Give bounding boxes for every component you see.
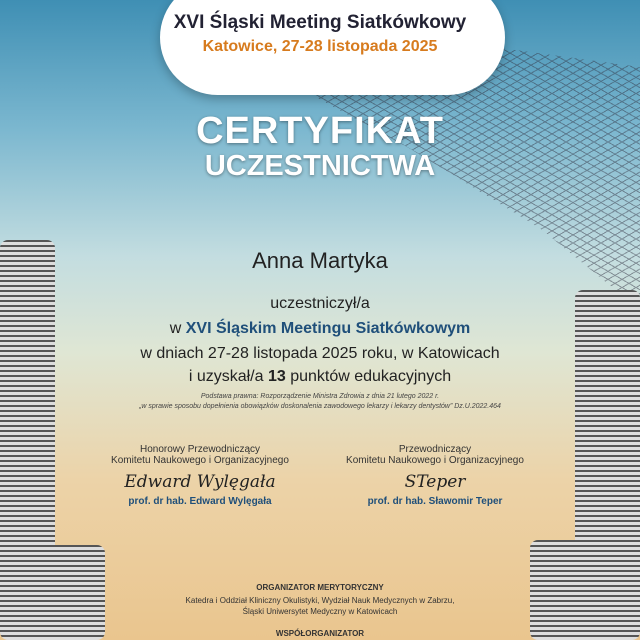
- body-line-3: w dniach 27-28 listopada 2025 roku, w Katowicach: [140, 345, 500, 362]
- certificate-title: CERTYFIKAT: [196, 110, 444, 152]
- body-line-2: [0, 320, 640, 338]
- role: Komitetu Naukowego i Organizacyjnego: [346, 455, 524, 466]
- signature-block-2: [305, 444, 565, 507]
- signer-name: prof. dr hab. Edward Wylęgała: [128, 496, 272, 507]
- role: Honorowy Przewodniczący: [139, 444, 261, 455]
- organizer-line-2: Śląski Uniwersytet Medyczny w Katowicach: [242, 607, 398, 616]
- organizer-heading: ORGANIZATOR MERYTORYCZNY: [256, 583, 384, 592]
- role: Komitetu Naukowego i Organizacyjnego: [111, 455, 289, 466]
- signature: Edward Wylęgała: [124, 472, 276, 492]
- event-name: XVI Śląskim Meetingu Siatkówkowym: [185, 320, 471, 337]
- text: i uzyskał/a: [188, 368, 268, 385]
- signature-block-1: [70, 444, 330, 507]
- body-line-1: uczestniczył/a: [270, 295, 370, 312]
- participant-name: Anna Martyka: [252, 248, 388, 273]
- certificate-subtitle: UCZESTNICTWA: [204, 150, 436, 182]
- legal-line-1: Podstawa prawna: Rozporządzenie Ministra Zdrowia z dnia 21 lutego 2022 r.: [200, 393, 440, 400]
- signer-name: prof. dr hab. Sławomir Teper: [367, 496, 503, 507]
- text: punktów edukacyjnych: [285, 368, 452, 385]
- organizer-line-1: Katedra i Oddział Kliniczny Okulistyki, Wydział Nauk Medycznych w Zabrzu,: [185, 596, 455, 605]
- coorganizer-heading: WSPÓŁORGANIZATOR: [275, 629, 365, 638]
- text: w: [169, 320, 186, 337]
- body-line-4: [0, 368, 640, 386]
- signature: STeper: [404, 472, 466, 492]
- building-left-small: [35, 545, 105, 640]
- event-title: XVI Śląski Meeting Siatkówkowy: [173, 12, 467, 33]
- event-place-date: Katowice, 27-28 listopada 2025: [202, 38, 438, 55]
- legal-line-2: „w sprawie sposobu dopełnienia obowiązków doskonalenia zawodowego lekarzy i lekarzy dentystów” Dz.U.2022.464: [139, 403, 501, 410]
- points: 13: [267, 368, 286, 385]
- role: Przewodniczący: [398, 444, 472, 455]
